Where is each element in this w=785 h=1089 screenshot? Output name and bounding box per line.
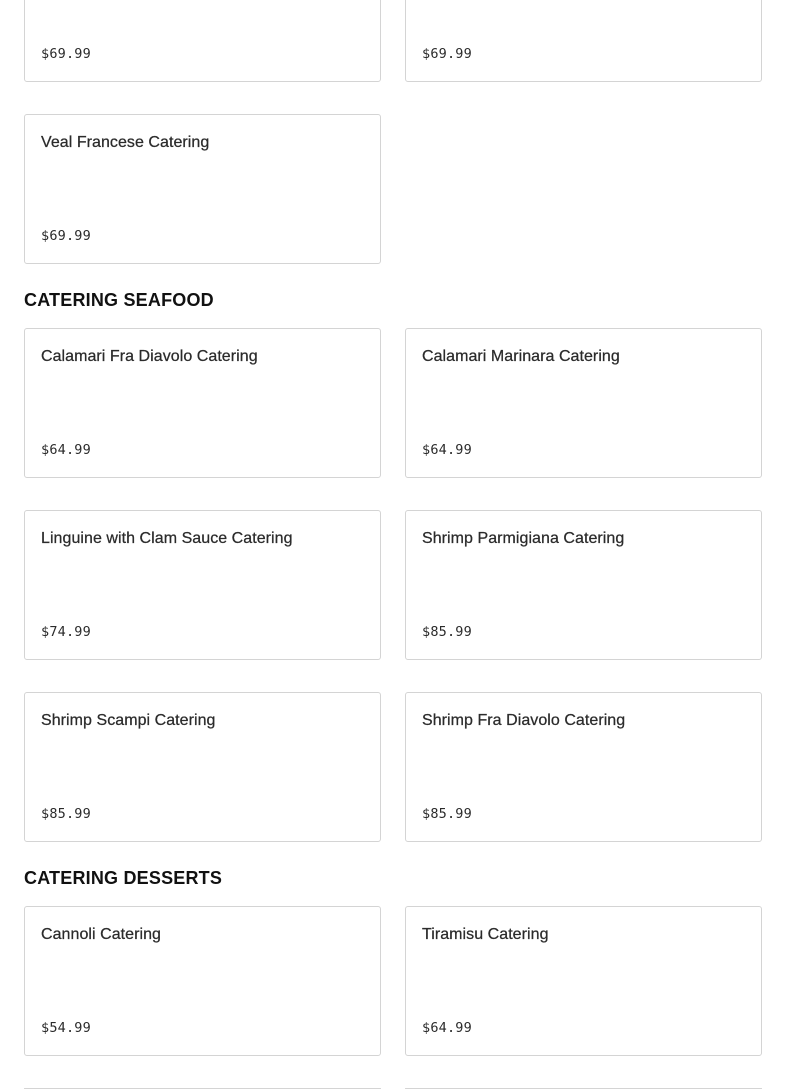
item-price: $85.99 <box>422 624 472 640</box>
section-title-desserts: CATERING DESSERTS <box>24 868 223 888</box>
item-price: $64.99 <box>41 442 91 458</box>
item-price: $64.99 <box>422 1020 472 1036</box>
menu-item-card[interactable] <box>24 114 381 264</box>
item-price: $74.99 <box>41 624 91 640</box>
item-name: Calamari Marinara Catering <box>422 348 620 365</box>
menu-item-card[interactable] <box>24 510 381 660</box>
menu-item-card[interactable] <box>405 510 762 660</box>
menu-item-card[interactable] <box>405 692 762 842</box>
item-name: Shrimp Parmigiana Catering <box>422 530 625 547</box>
item-name: Shrimp Scampi Catering <box>41 712 216 729</box>
menu-item-card[interactable] <box>405 328 762 478</box>
item-name: Cannoli Catering <box>41 926 161 943</box>
item-price: $85.99 <box>422 806 472 822</box>
item-price: $69.99 <box>422 46 472 62</box>
menu-item-card[interactable] <box>405 0 762 82</box>
item-name: Shrimp Fra Diavolo Catering <box>422 712 626 729</box>
item-price: $64.99 <box>422 442 472 458</box>
item-price: $69.99 <box>41 46 91 62</box>
item-price: $85.99 <box>41 806 91 822</box>
menu-item-card[interactable] <box>24 0 381 82</box>
item-name: Linguine with Clam Sauce Catering <box>41 530 293 547</box>
menu-item-card[interactable] <box>24 328 381 478</box>
item-name: Tiramisu Catering <box>422 926 549 943</box>
section-title-seafood: CATERING SEAFOOD <box>24 290 214 310</box>
item-name: Calamari Fra Diavolo Catering <box>41 348 258 365</box>
item-price: $69.99 <box>41 228 91 244</box>
item-name: Veal Francese Catering <box>41 134 210 151</box>
menu-item-card[interactable] <box>24 906 381 1056</box>
item-price: $54.99 <box>41 1020 91 1036</box>
menu-item-card[interactable] <box>24 692 381 842</box>
menu-item-card[interactable] <box>405 906 762 1056</box>
